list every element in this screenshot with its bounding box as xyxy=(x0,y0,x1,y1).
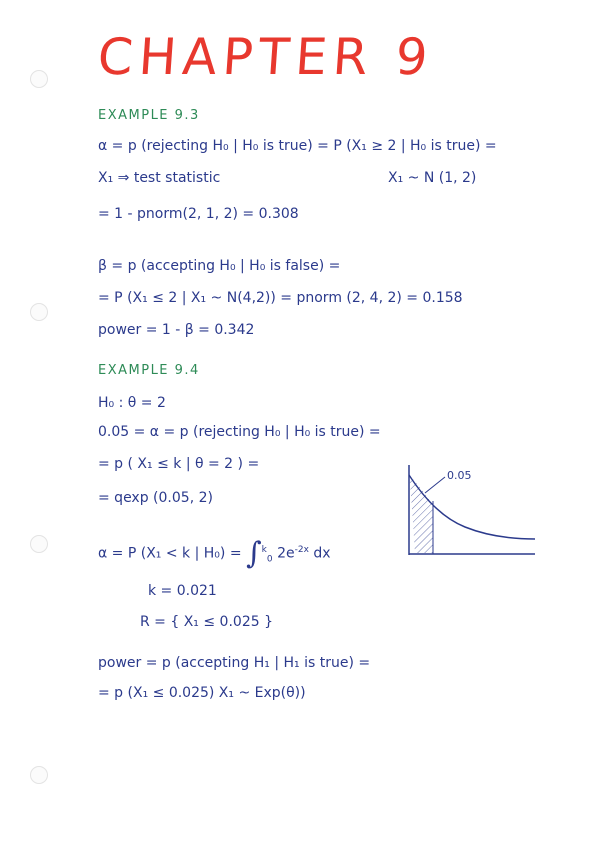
punch-hole xyxy=(30,70,48,88)
beta-definition: β = p (accepting H₀ | H₀ is false) = xyxy=(98,258,341,274)
alpha-definition: α = p (rejecting H₀ | H₀ is true) = P (X₁ ≥ 2 | H₀ is true) = xyxy=(98,138,497,154)
alpha-equation: 0.05 = α = p (rejecting H₀ | H₀ is true) = xyxy=(98,424,381,440)
example-93-heading: EXAMPLE 9.3 xyxy=(98,108,200,123)
power-result: power = 1 - β = 0.342 xyxy=(98,322,255,338)
shaded-rejection-area xyxy=(409,475,433,553)
integrand-dx: dx xyxy=(313,545,331,562)
integral-upper: k xyxy=(261,544,267,555)
plot-area-label: 0.05 xyxy=(447,469,472,482)
probability-line: = p ( X₁ ≤ k | θ = 2 ) = xyxy=(98,456,260,472)
integral-left: α = P (X₁ < k | H₀) = xyxy=(98,545,242,562)
alpha-result: = 1 - pnorm(2, 1, 2) = 0.308 xyxy=(98,206,299,222)
test-statistic-line: X₁ ⇒ test statistic xyxy=(98,170,221,186)
qexp-line: = qexp (0.05, 2) xyxy=(98,490,213,506)
beta-result: = P (X₁ ≤ 2 | X₁ ~ N(4,2)) = pnorm (2, 4, 2) = 0.158 xyxy=(98,290,463,306)
punch-hole xyxy=(30,535,48,553)
exponential-density-sketch xyxy=(395,455,545,565)
integrand-exponent: -2x xyxy=(294,544,309,555)
punch-hole xyxy=(30,766,48,784)
power-definition: power = p (accepting H₁ | H₁ is true) = xyxy=(98,655,371,671)
integrand: 2e xyxy=(277,545,295,562)
label-pointer xyxy=(425,477,445,493)
null-hypothesis: H₀ : θ = 2 xyxy=(98,395,166,411)
distribution-line: X₁ ~ N (1, 2) xyxy=(388,170,477,186)
chapter-title: CHAPTER 9 xyxy=(95,28,436,86)
punch-hole xyxy=(30,303,48,321)
integral-lower: 0 xyxy=(266,554,273,565)
k-value: k = 0.021 xyxy=(148,583,217,599)
power-probability: = p (X₁ ≤ 0.025) X₁ ~ Exp(θ)) xyxy=(98,685,306,701)
example-94-heading: EXAMPLE 9.4 xyxy=(98,363,200,378)
integral-sign: ∫ xyxy=(246,536,262,571)
rejection-region: R = { X₁ ≤ 0.025 } xyxy=(140,614,273,630)
integral-line xyxy=(98,536,331,571)
